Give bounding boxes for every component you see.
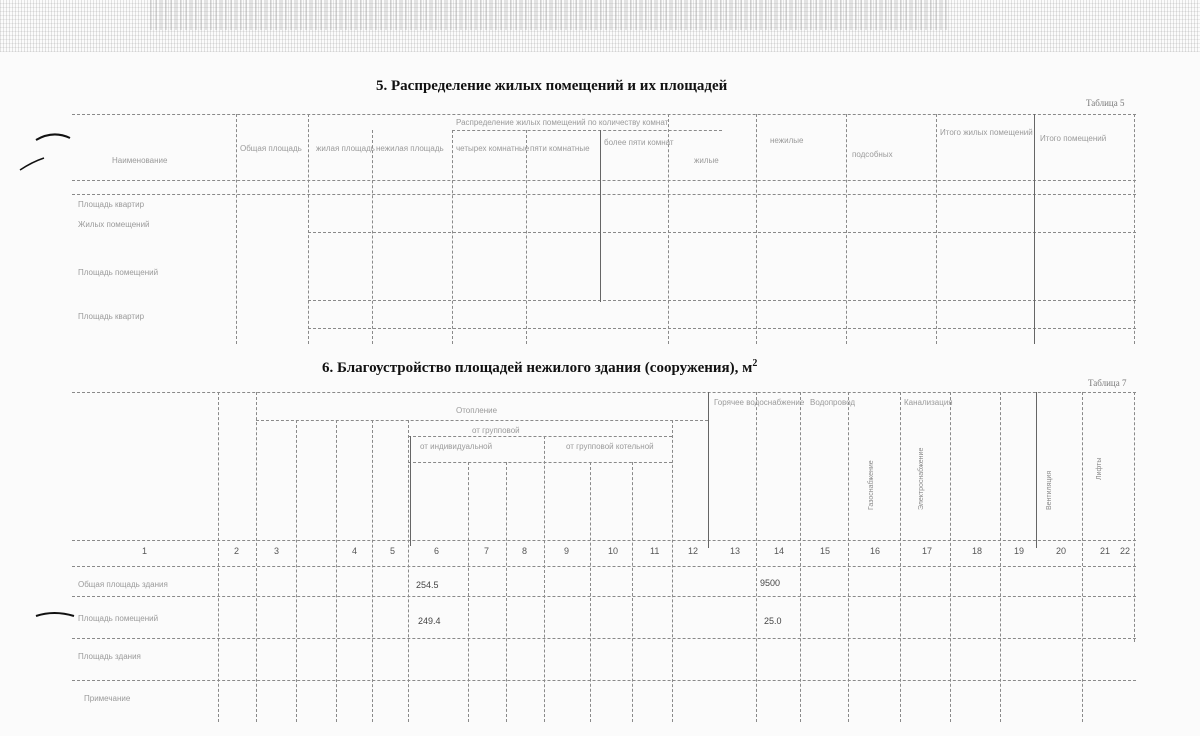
s5-header-name: Наименование [112,156,168,165]
s6-col-num: 18 [972,546,983,556]
s6-col-num: 19 [1014,546,1025,556]
s6-col-num: 8 [522,546,528,556]
s6-col-num: 4 [352,546,358,556]
scan-noise-band [0,0,1200,52]
s5-header-4rooms: четырех комнатные [456,144,530,153]
s6-header-hot-water: Горячее водоснабжение [714,398,805,407]
s6-col-num: 11 [650,546,660,556]
s6-vheader-ventilation: Вентиляция [1046,470,1053,510]
s6-col-num: 15 [820,546,831,556]
s5-header-living2: жилые [694,156,719,165]
s6-vheader-gas: Газоснабжение [868,460,875,510]
s5-row-label: Площадь помещений [78,268,159,277]
s6-cell-value: 254.5 [416,580,439,590]
s5-header-nonliving2: нежилые [770,136,804,145]
s6-col-num: 13 [730,546,741,556]
s5-row-label: Жилых помещений [78,220,150,229]
s6-col-num: 12 [688,546,699,556]
s6-col-num: 6 [434,546,440,556]
s6-col-num: 17 [922,546,933,556]
s6-cell-value: 9500 [760,578,781,588]
s5-header-total-living: Итого жилых помещений [940,128,1033,137]
s6-row-label: Примечание [84,694,131,703]
s5-header-5rooms: пяти комнатные [530,144,590,153]
section-6-title [322,358,757,377]
s6-cell-value: 249.4 [418,616,441,626]
s5-header-total: Итого помещений [1040,134,1107,143]
s6-col-num: 5 [390,546,396,556]
s6-header-sewer: Канализация [904,398,953,407]
s5-row-label: Площадь квартир [78,200,145,209]
s6-col-num: 2 [234,546,240,556]
s6-cell-value: 25.0 [764,616,782,626]
s6-header-group-boiler: от групповой котельной [566,442,654,451]
s6-header-group: от групповой [472,426,520,435]
s6-vheader-lifts: Лифты [1096,457,1103,480]
s5-header-group: Распределение жилых помещений по количеству комнат [456,118,669,127]
s6-row-label: Площадь помещений [78,614,159,623]
s5-row-label: Площадь квартир [78,312,145,321]
s6-col-num: 7 [484,546,490,556]
s6-col-num: 20 [1056,546,1067,556]
section-6-title-sup: 2 [752,358,758,369]
section-6-table-ref: Таблица 7 [1088,378,1127,388]
section-5-title: 5. Распределение жилых помещений и их площадей [376,78,728,94]
s5-header-more5: более пяти комнат [604,138,674,147]
s5-header-living: жилая площадь [316,144,375,153]
s6-row-label: Площадь здания [78,652,141,661]
margin-mark-bottom [34,602,84,632]
s6-header-heating: Отопление [456,406,498,415]
s6-header-water: Водопровод [810,398,856,407]
s6-col-num: 16 [870,546,881,556]
s5-header-total-area: Общая площадь [240,144,302,153]
s6-vheader-electric: Электроснабжение [918,447,925,510]
s6-col-num: 3 [274,546,280,556]
s6-col-num: 1 [142,546,148,556]
section-5-table-ref: Таблица 5 [1086,98,1125,108]
s6-col-num: 14 [774,546,785,556]
s6-col-num: 10 [608,546,619,556]
margin-mark-top [18,128,78,188]
s6-col-num: 21 [1100,546,1111,556]
s5-header-nonliving: нежилая площадь [376,144,444,153]
s6-col-num: 9 [564,546,570,556]
s5-header-utility: подсобных [852,150,893,159]
s6-row-label: Общая площадь здания [78,580,168,589]
section-6-title-text: 6. Благоустройство площадей нежилого здания (сооружения), м [322,360,753,376]
s6-header-individual: от индивидуальной [420,442,493,451]
s6-col-num: 22 [1120,546,1131,556]
